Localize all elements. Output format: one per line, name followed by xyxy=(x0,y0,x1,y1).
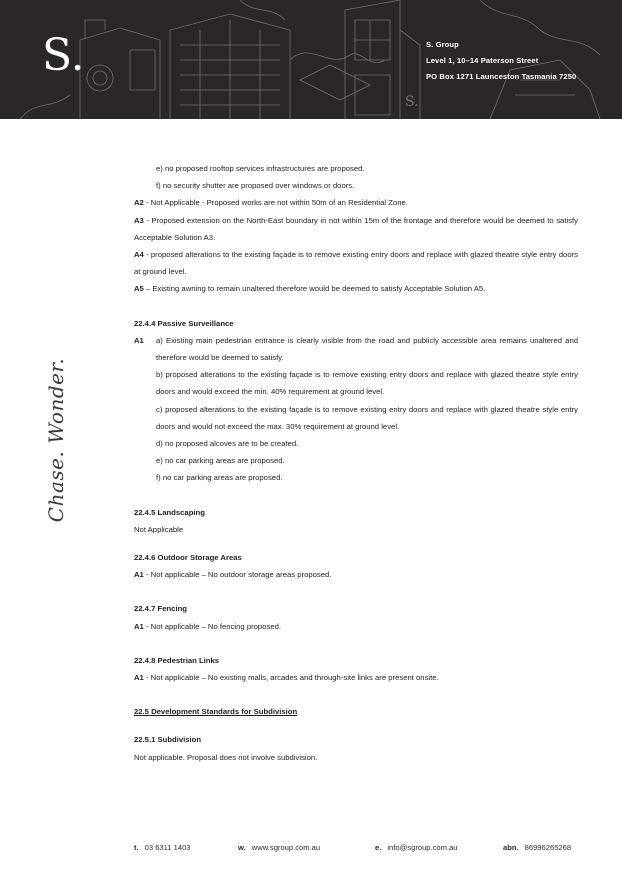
company-address xyxy=(426,37,576,85)
side-tagline: Chase. Wonder. xyxy=(44,357,68,523)
footer-email xyxy=(375,843,458,852)
item-e-rooftop: e) no proposed rooftop services infrastructures are proposed. xyxy=(156,164,365,173)
clause-a3-text: - Proposed extension on the North-East boundary in not within 15m of the frontage and therefore would be deemed to satisfy Acceptable Solution A3. xyxy=(134,215,578,242)
clause-a2 xyxy=(134,194,578,211)
footer-abn-value: 86996265268 xyxy=(524,843,572,852)
address-line-1: Level 1, 10–14 Paterson Street xyxy=(426,56,539,65)
heading-pedestrian-links: 22.4.8 Pedestrian Links xyxy=(134,655,220,665)
company-logo: S. xyxy=(42,30,85,81)
ps-item-c: c) proposed alterations to the existing façade is to remove existing entry doors and replace with glazed theatre style entry doors and would not exceed the max. 30% requirement at ground level. xyxy=(156,404,578,431)
subdivision-text: Not applicable. Proposal does not involve subdivision. xyxy=(134,752,318,762)
footer-email-value: info@sgroup.com.au xyxy=(387,843,458,852)
clause-a2-text: - Not Applicable - Proposed works are not within 50m of an Residential Zone. xyxy=(143,198,408,208)
passive-surveillance-a1 xyxy=(134,332,578,487)
footer-abn xyxy=(503,843,571,852)
fencing-text: - Not applicable – No fencing proposed. xyxy=(143,621,282,631)
fencing-label: A1 xyxy=(134,621,144,631)
heading-outdoor-storage: 22.4.6 Outdoor Storage Areas xyxy=(134,553,242,563)
outdoor-storage-clause xyxy=(134,566,578,583)
heading-subdivision: 22.5.1 Subdivision xyxy=(134,735,202,745)
clause-a4-label: A4 xyxy=(134,250,144,260)
clause-a5-text: – Existing awning to remain unaltered therefore would be deemed to satisfy Acceptable Solution A5. xyxy=(143,284,486,294)
company-name: S. Group xyxy=(426,40,459,49)
clause-a3 xyxy=(134,212,578,246)
page-header xyxy=(0,0,622,119)
clause-a5 xyxy=(134,280,578,297)
heading-landscaping: 22.4.5 Landscaping xyxy=(134,507,205,517)
ps-item-d: d) no proposed alcoves are to be created. xyxy=(156,439,299,449)
ps-item-f: f) no car parking areas are proposed. xyxy=(156,473,283,483)
footer-web-label: w. xyxy=(238,843,246,852)
landscaping-text: Not Applicable xyxy=(134,524,184,534)
ps-item-e: e) no car parking areas are proposed. xyxy=(156,456,285,466)
fencing-clause xyxy=(134,618,578,635)
footer-web xyxy=(238,843,320,852)
footer-web-value: www.sgroup.com.au xyxy=(251,843,321,852)
clause-a4-text: - proposed alterations to the existing façade is to remove existing entry doors and replace with glazed theatre style entry doors at ground level. xyxy=(134,250,578,277)
document-body xyxy=(134,160,578,766)
clause-a5-label: A5 xyxy=(134,284,144,294)
footer-phone xyxy=(134,843,191,852)
clause-a3-label: A3 xyxy=(134,215,144,225)
item-f-shutter: f) no security shutter are proposed over windows or doors. xyxy=(156,181,355,191)
ps-item-a: a) Existing main pedestrian entrance is clearly visible from the road and publicly accessible area remains unaltered and therefore would be deemed to satisfy. xyxy=(156,335,578,363)
svg-text:S.: S. xyxy=(405,94,419,110)
pedestrian-links-text: - Not applicable – No existing malls, arcades and through-site links are present onsite. xyxy=(143,673,439,683)
clause-a4 xyxy=(134,246,578,280)
footer-phone-label: t. xyxy=(134,843,139,852)
footer-abn-label: abn. xyxy=(503,843,519,852)
heading-fencing: 22.4.7 Fencing xyxy=(134,604,187,614)
heading-passive-surveillance: 22.4.4 Passive Surveillance xyxy=(134,318,234,328)
pedestrian-links-label: A1 xyxy=(134,673,144,683)
pedestrian-links-clause xyxy=(134,669,578,686)
ps-item-b: b) proposed alterations to the existing façade is to remove existing entry doors and replace with glazed theatre style entry doors and would exceed the min. 40% requirement at ground level. xyxy=(156,370,578,397)
clause-a2-label: A2 xyxy=(134,198,144,208)
address-line-2: PO Box 1271 Launceston Tasmania 7250 xyxy=(426,72,577,81)
passive-surveillance-a1-label: A1 xyxy=(134,335,144,345)
heading-subdivision-standards: 22.5 Development Standards for Subdivision xyxy=(134,707,298,717)
footer-email-label: e. xyxy=(375,843,382,852)
outdoor-storage-label: A1 xyxy=(134,570,144,580)
outdoor-storage-text: - Not applicable – No outdoor storage areas proposed. xyxy=(143,570,332,580)
footer-phone-value: 03 6311 1403 xyxy=(144,843,191,852)
